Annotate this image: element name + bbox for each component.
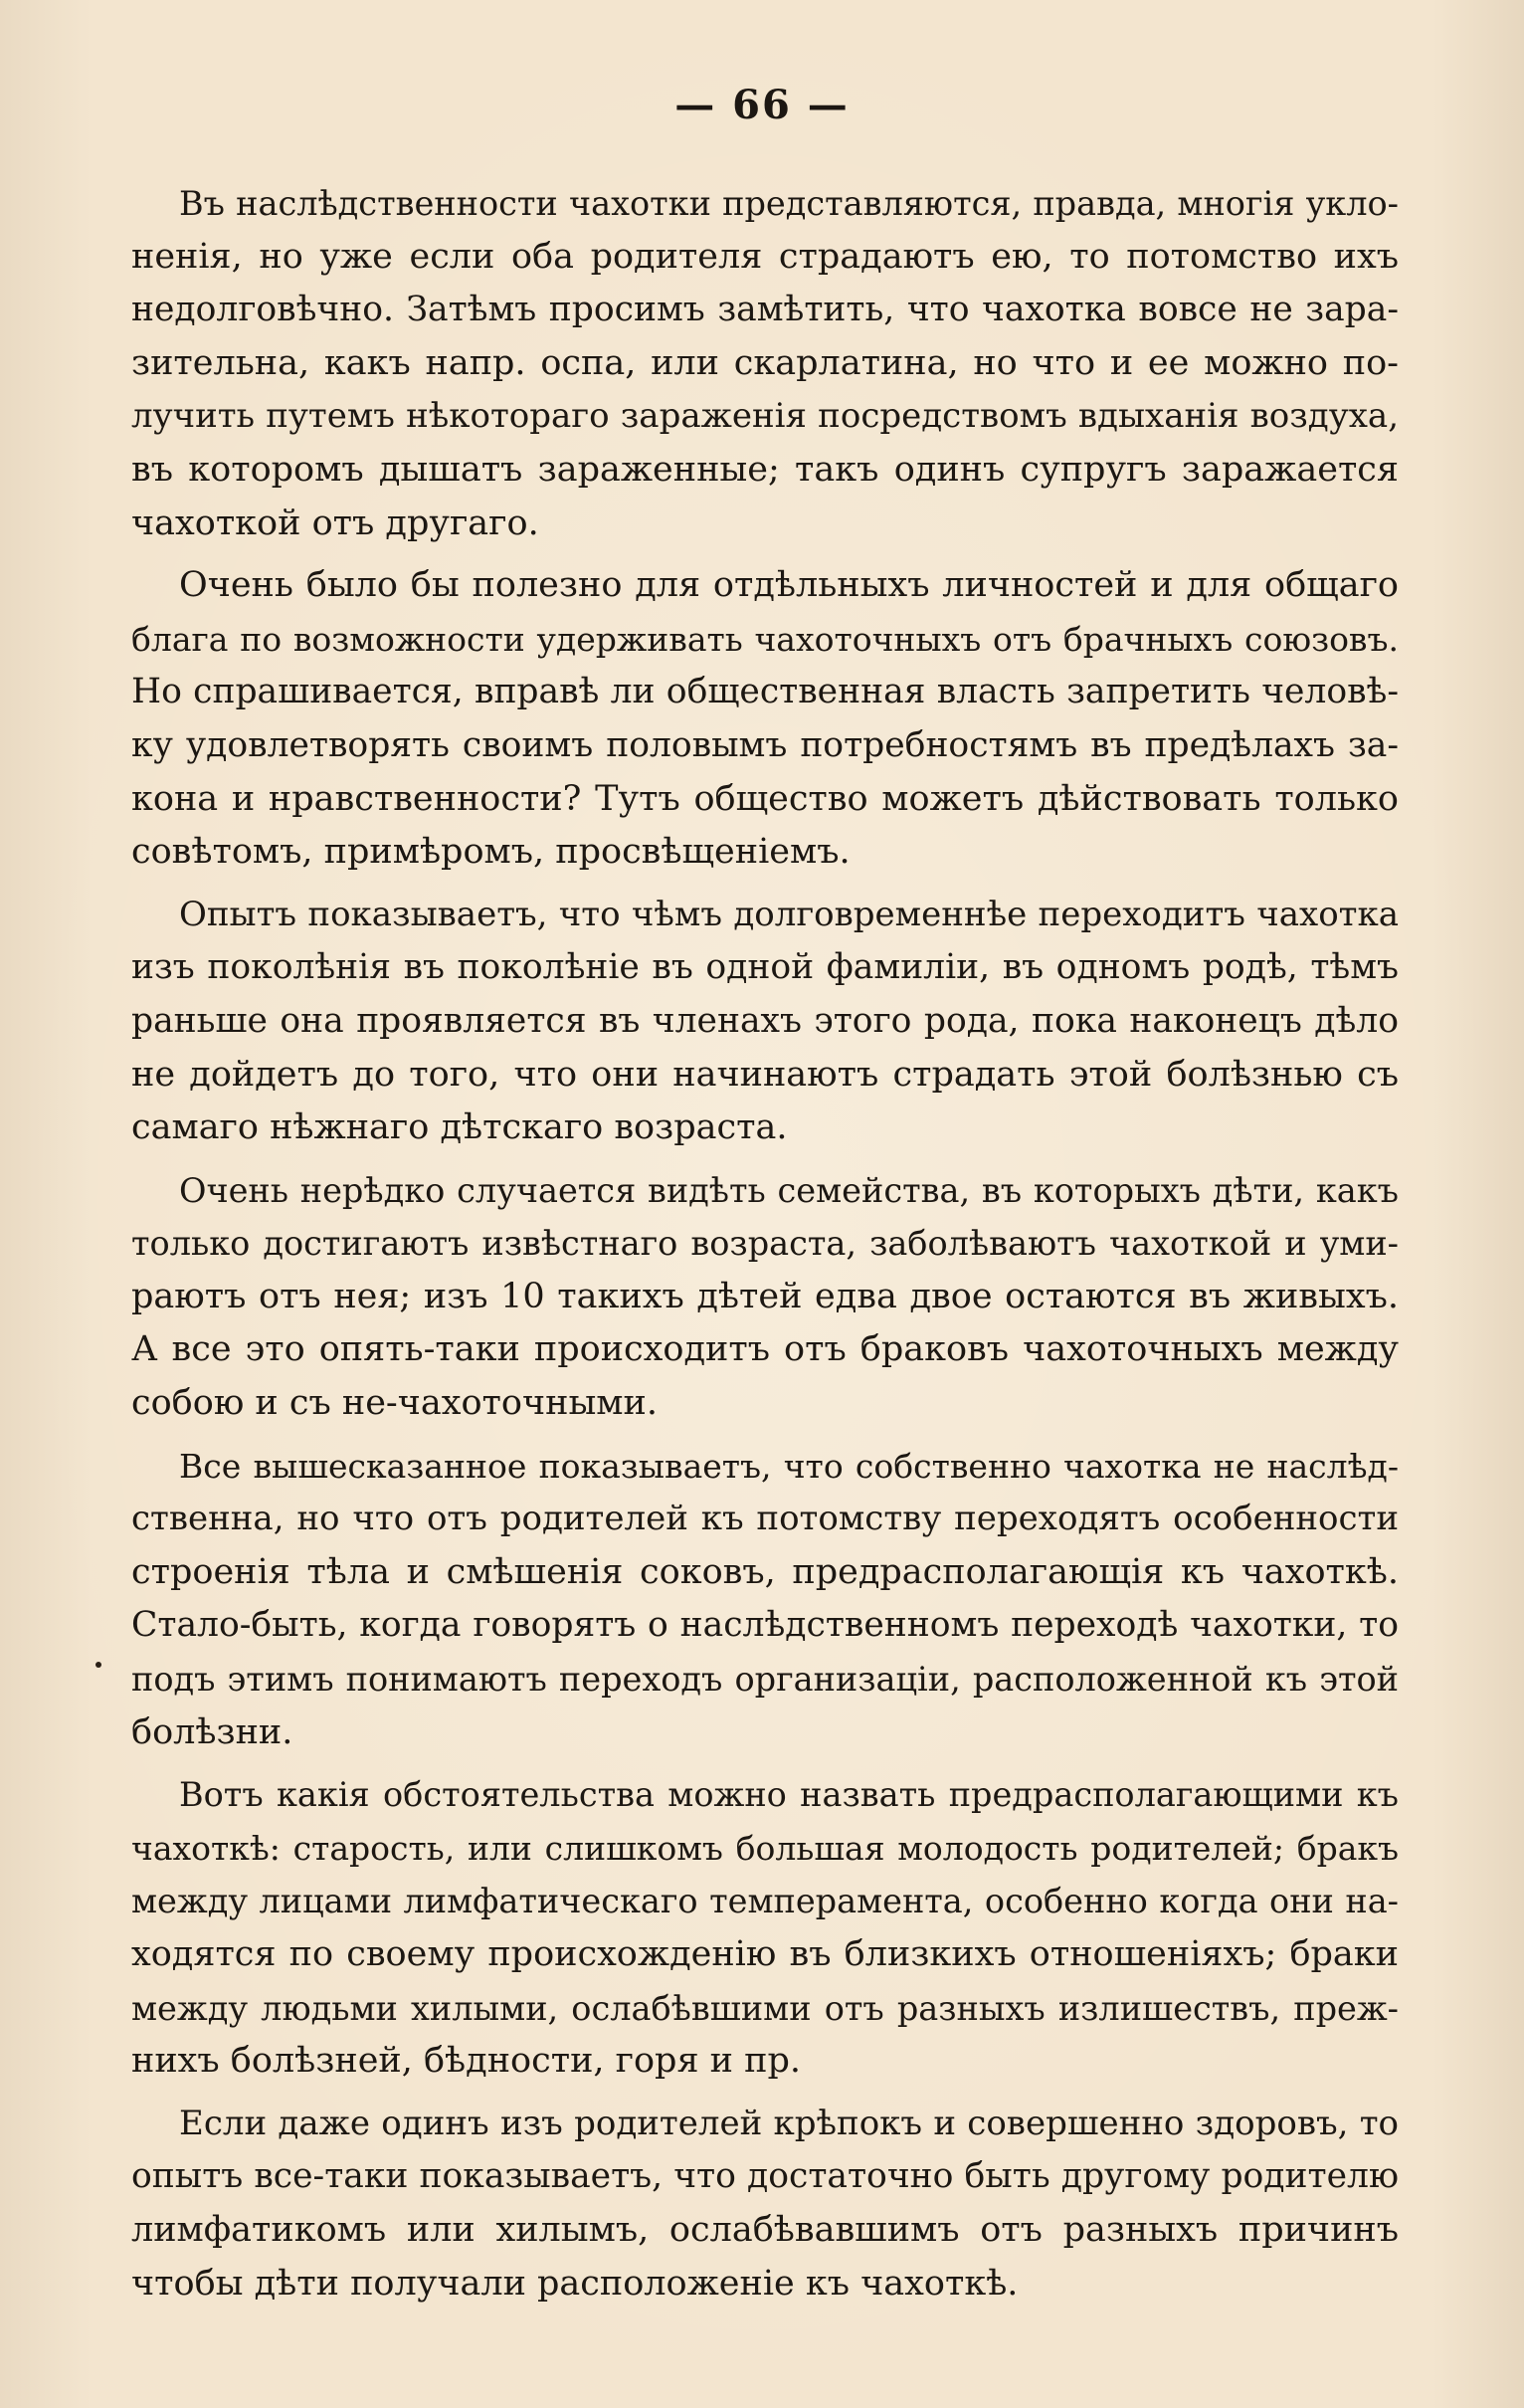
text-line: ходятся по своему происхожденію въ близкихъ отношеніяхъ; браки	[131, 1934, 1399, 1974]
text-line: недолговѣчно. Затѣмъ просимъ замѣтить, что чахотка вовсе не зара-	[131, 290, 1399, 330]
text-line: Въ наслѣдственности чахотки представляются, правда, многія укло-	[179, 184, 1399, 223]
text-line: собою и съ не-чахоточными.	[131, 1383, 658, 1424]
text-line: Но спрашивается, вправѣ ли общественная власть запретить человѣ-	[131, 672, 1399, 712]
text-line: раютъ отъ нея; изъ 10 такихъ дѣтей едва двое остаются въ живыхъ.	[131, 1276, 1399, 1316]
text-line: Стало-быть, когда говорятъ о наслѣдственномъ переходѣ чахотки, то	[131, 1605, 1399, 1646]
paragraph-gap	[131, 1155, 1399, 1164]
paragraph-gap	[131, 2089, 1399, 2098]
paragraph-gap	[131, 1431, 1399, 1440]
text-line: Если даже одинъ изъ родителей крѣпокъ и совершенно здоровъ, то	[179, 2103, 1399, 2143]
text-line: ненія, но уже если оба родителя страдаютъ ею, то потомство ихъ	[131, 236, 1399, 277]
text-line: зительна, какъ напр. оспа, или скарлатина, но что и ее можно по-	[131, 342, 1399, 383]
text-line: не дойдетъ до того, что они начинаютъ страдать этой болѣзнью съ	[131, 1054, 1399, 1095]
text-line: строенія тѣла и смѣшенія соковъ, предрасполагающія къ чахоткѣ.	[131, 1551, 1399, 1592]
paragraph-gap	[131, 880, 1399, 889]
ink-speck	[95, 1662, 101, 1668]
text-line: Опытъ показываетъ, что чѣмъ долговременнѣе переходитъ чахотка	[179, 894, 1399, 934]
text-line: подъ этимъ понимаютъ переходъ организаціи, расположенной къ этой	[131, 1660, 1399, 1700]
text-line: болѣзни.	[131, 1711, 293, 1752]
text-line: между лицами лимфатическаго темперамента, особенно когда они на-	[131, 1882, 1399, 1921]
text-line: лучить путемъ нѣкотораго зараженія посредствомъ вдыханія воздуха,	[131, 396, 1399, 437]
paragraph	[131, 1768, 1399, 2089]
paragraph	[131, 1440, 1399, 1760]
text-line: Вотъ какія обстоятельства можно назвать предрасполагающими къ	[179, 1775, 1399, 1815]
text-line: чахоткой отъ другаго.	[131, 502, 539, 543]
paragraph	[131, 889, 1399, 1155]
body-text	[131, 177, 1399, 2310]
text-line: раньше она проявляется въ членахъ этого рода, пока наконецъ дѣло	[131, 1000, 1399, 1041]
text-line: кона и нравственности? Тутъ общество можетъ дѣйствовать только	[131, 778, 1399, 819]
text-line: чахоткѣ: старость, или слишкомъ большая молодость родителей; бракъ	[131, 1828, 1399, 1868]
text-line: А все это опять-таки происходитъ отъ браковъ чахоточныхъ между	[131, 1329, 1399, 1370]
text-line: ственна, но что отъ родителей къ потомству переходятъ особенности	[131, 1499, 1399, 1539]
text-line: между людьми хилыми, ослабѣвшими отъ разныхъ излишествъ, преж-	[131, 1988, 1399, 2028]
text-line: совѣтомъ, примѣромъ, просвѣщеніемъ.	[131, 832, 851, 873]
text-line: ку удовлетворять своимъ половымъ потребностямъ въ предѣлахъ за-	[131, 724, 1399, 765]
paragraph	[131, 559, 1399, 880]
text-line: блага по возможности удерживать чахоточныхъ отъ брачныхъ союзовъ.	[131, 619, 1399, 659]
paragraph	[131, 2098, 1399, 2310]
text-line: Очень было бы полезно для отдѣльныхъ личностей и для общаго	[179, 565, 1399, 606]
text-line: Все вышесказанное показываетъ, что собственно чахотка не наслѣд-	[179, 1446, 1399, 1486]
text-line: только достигаютъ извѣстнаго возраста, заболѣваютъ чахоткой и уми-	[131, 1224, 1399, 1264]
text-line: нихъ болѣзней, бѣдности, горя и пр.	[131, 2041, 801, 2082]
text-line: въ которомъ дышатъ зараженные; такъ одинъ супругъ заражается	[131, 449, 1399, 490]
text-line: самаго нѣжнаго дѣтскаго возраста.	[131, 1107, 788, 1148]
paragraph-gap	[131, 550, 1399, 559]
page-number: — 66 —	[674, 82, 850, 128]
text-line: чтобы дѣти получали расположеніе къ чахоткѣ.	[131, 2263, 1019, 2304]
text-line: лимфатикомъ или хилымъ, ослабѣвавшимъ отъ разныхъ причинъ	[131, 2209, 1399, 2250]
paragraph-gap	[131, 1759, 1399, 1768]
paragraph	[131, 1164, 1399, 1431]
text-line: опытъ все-таки показываетъ, что достаточно быть другому родителю	[131, 2156, 1399, 2197]
text-line: Очень нерѣдко случается видѣть семейства, въ которыхъ дѣти, какъ	[179, 1170, 1399, 1210]
text-line: изъ поколѣнія въ поколѣніе въ одной фамиліи, въ одномъ родѣ, тѣмъ	[131, 947, 1399, 988]
paragraph	[131, 177, 1399, 550]
